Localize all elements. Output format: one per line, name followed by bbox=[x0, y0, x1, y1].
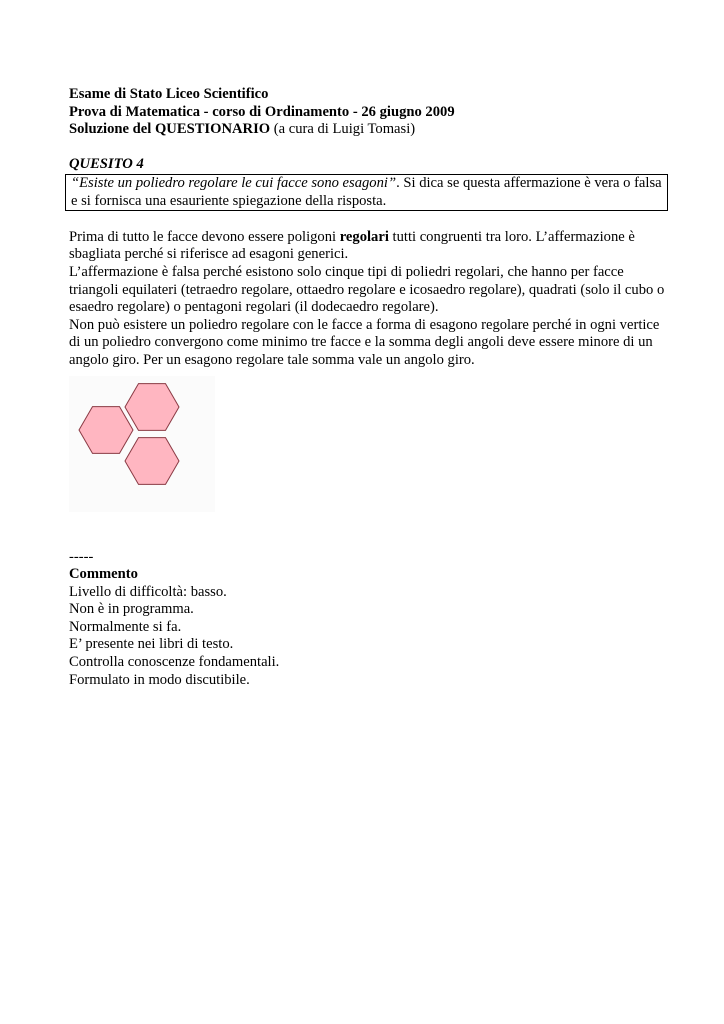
comment-line: Controlla conoscenze fondamentali. bbox=[69, 654, 280, 671]
answer-paragraph-3: Non può esistere un poliedro regolare con le facce a forma di esagono regolare perché in ogni vertice di un poliedro convergono come minimo tre facce e la somma degli angoli deve essere minore di un angolo giro. Per un esagono regolare tale somma vale un angolo giro. bbox=[69, 316, 660, 368]
comment-section bbox=[69, 549, 669, 690]
answer-paragraph-1 bbox=[69, 229, 669, 264]
question-quote: “Esiste un poliedro regolare le cui facce sono esagoni” bbox=[71, 174, 397, 191]
comment-line: Livello di difficoltà: basso. bbox=[69, 583, 227, 600]
solution-heading-bold: Soluzione del QUESTIONARIO bbox=[69, 121, 271, 138]
answer-section bbox=[69, 229, 669, 370]
comment-line: Non è in programma. bbox=[69, 601, 194, 618]
answer-p1-bold: regolari bbox=[339, 228, 389, 245]
separator-dashes: ----- bbox=[69, 548, 94, 565]
question-text: . Si dica se questa affermazione è vera o falsa e si fornisca una esauriente spiegazione della risposta. bbox=[71, 174, 662, 209]
comment-line: Formulato in modo discutibile. bbox=[69, 671, 250, 688]
comment-line: E’ presente nei libri di testo. bbox=[69, 636, 234, 653]
comment-title: Commento bbox=[69, 566, 138, 583]
question-box bbox=[65, 174, 668, 211]
quesito-title: QUESITO 4 bbox=[69, 156, 144, 173]
solution-heading bbox=[69, 121, 669, 139]
exam-title: Esame di Stato Liceo Scientifico bbox=[69, 86, 269, 102]
solution-heading-author: (a cura di Luigi Tomasi) bbox=[270, 121, 416, 138]
hexagon-figure bbox=[69, 376, 215, 512]
document-page bbox=[69, 86, 669, 689]
comment-line: Normalmente si fa. bbox=[69, 618, 182, 635]
answer-paragraph-2: L’affermazione è falsa perché esistono solo cinque tipi di poliedri regolari, che hanno per facce triangoli equilateri (tetraedro regolare, ottaedro regolare e icosaedro regolare), quadrati (solo il cubo o esaedro regolare) o pentagoni regolari (il dodecaedro regolare). bbox=[69, 263, 665, 316]
hexagon-left bbox=[79, 406, 133, 453]
answer-p1-before: Prima di tutto le facce devono essere poligoni bbox=[69, 228, 340, 245]
answer-p1-after: tutti congruenti tra loro. L’affermazione è sbagliata perché si riferisce ad esagoni generici. bbox=[69, 228, 635, 263]
hexagon-bottom bbox=[125, 437, 179, 484]
hexagon-figure-svg bbox=[69, 376, 215, 512]
hexagon-top bbox=[125, 383, 179, 430]
exam-subtitle: Prova di Matematica - corso di Ordinamento - 26 giugno 2009 bbox=[69, 103, 455, 120]
